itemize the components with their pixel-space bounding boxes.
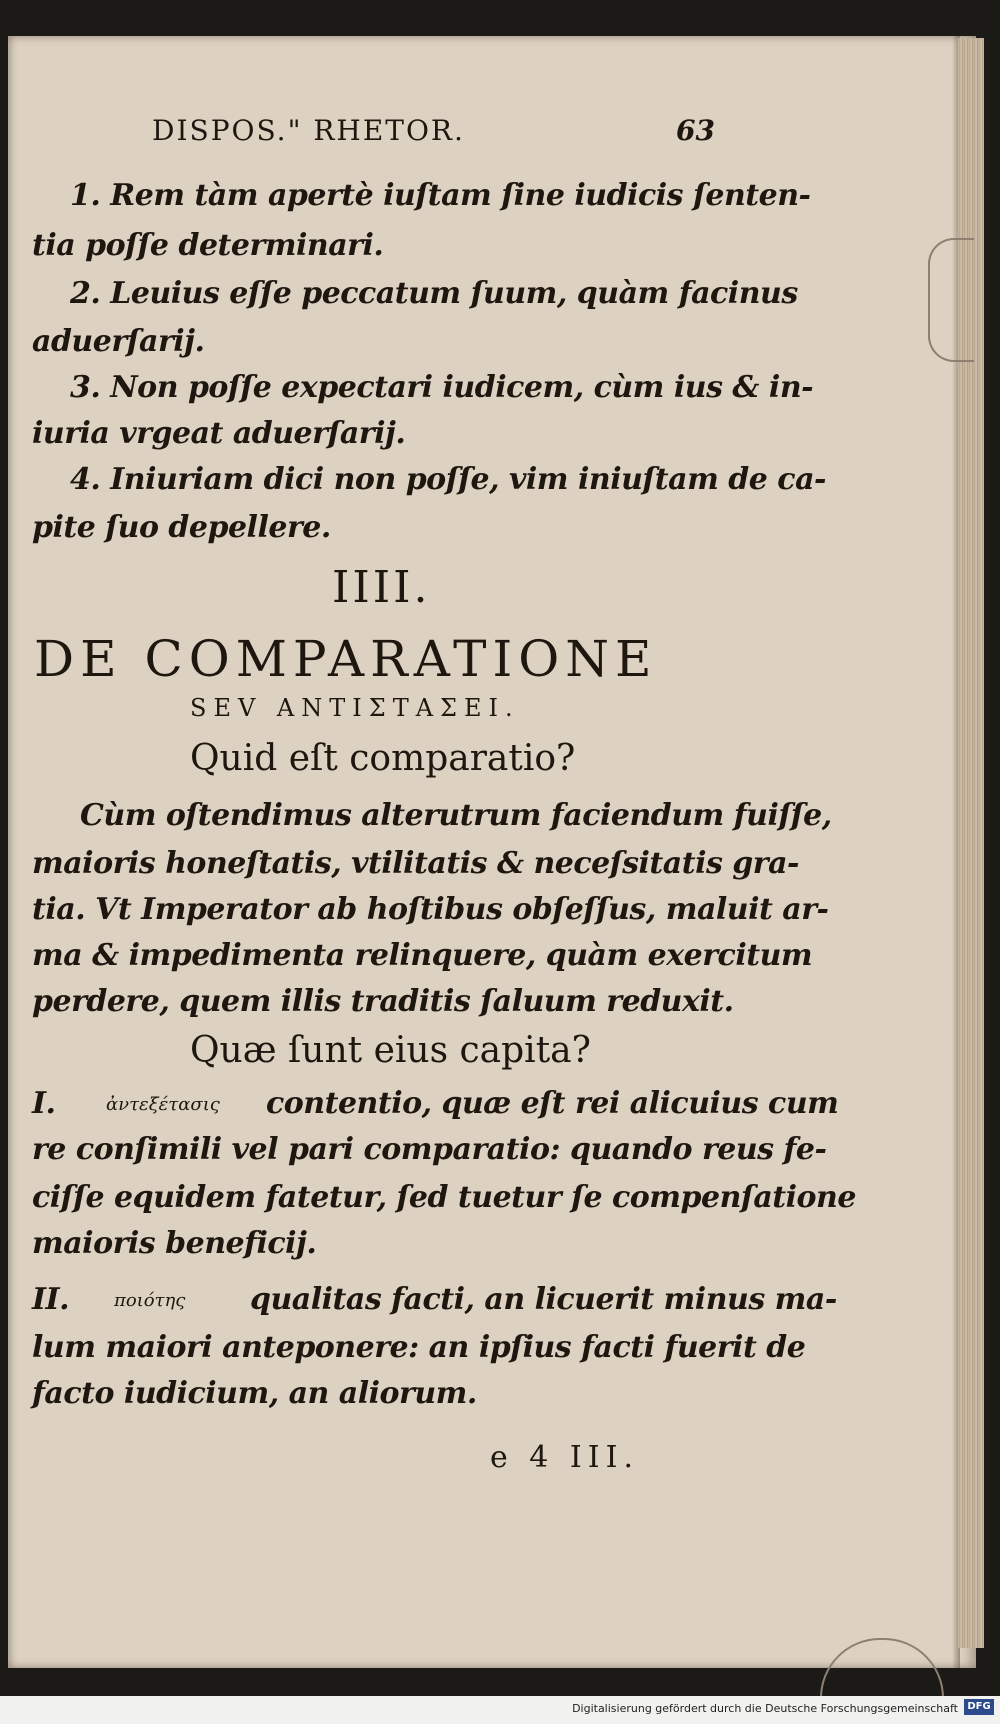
head-1-numeral: I. [32,1086,56,1121]
section-number: IIII. [332,562,431,613]
running-head: DISPOS." RHETOR. [152,114,465,147]
question-2: Quæ ſunt eius capita? [190,1030,591,1071]
footer-credit: Digitalisierung gefördert durch die Deutsche Forschungsgemeinschaft [572,1702,958,1715]
head-1-line-2: re conſimili vel pari comparatio: quando reus fe- [32,1132,827,1167]
list-item-2-line-2: aduerſarij. [32,324,205,359]
list-item-1-line-2: tia poſſe determinari. [32,228,384,263]
dfg-logo: DFG [964,1699,994,1715]
head-1-line-3: ciſſe equidem fatetur, ſed tuetur ſe compenſatione [32,1180,856,1215]
head-2-numeral: II. [32,1282,70,1317]
answer-1-line-2: maioris honeſtatis, vtilitatis & neceſsitatis gra- [32,846,799,881]
page-tab-mark [928,238,974,362]
section-subtitle: SEV ΑΝΤΙΣΤΑΣΕΙ. [190,694,520,722]
list-item-1-line-1: 1. Rem tàm apertè iuſtam ſine iudicis ſenten- [70,178,811,213]
answer-1-line-4: ma & impedimenta relinquere, quàm exercitum [32,938,813,973]
list-item-3-line-1: 3. Non poſſe expectari iudicem, cùm ius & in- [70,370,814,405]
head-1-line-1: contentio, quæ eſt rei alicuius cum [266,1086,839,1121]
head-1-line-4: maioris beneficij. [32,1226,317,1261]
answer-1-line-5: perdere, quem illis traditis ſaluum reduxit. [32,984,734,1019]
question-1: Quid eſt comparatio? [190,738,576,779]
list-item-2-line-1: 2. Leuius eſſe peccatum ſuum, quàm facinus [70,276,798,311]
head-1-greek: ἀντεξέτασις [106,1094,220,1115]
head-2-line-1: qualitas facti, an licuerit minus ma- [250,1282,837,1317]
page-number: 63 [676,114,715,147]
answer-1-line-1: Cùm oſtendimus alterutrum faciendum fuiſſe, [80,798,832,833]
head-2-line-3: facto iudicium, an aliorum. [32,1376,477,1411]
signature-line: e 4 III. [490,1440,640,1475]
head-2-greek: ποιότης [114,1290,186,1311]
section-title: DE COMPARATIONE [34,630,658,688]
list-item-3-line-2: iuria vrgeat aduerſarij. [32,416,406,451]
answer-1-line-3: tia. Vt Imperator ab hoſtibus obſeſſus, maluit ar- [32,892,829,927]
list-item-4-line-1: 4. Iniuriam dici non poſſe, vim iniuſtam de ca- [70,462,826,497]
head-2-line-2: lum maiori anteponere: an ipſius facti fuerit de [32,1330,806,1365]
list-item-4-line-2: pite ſuo depellere. [32,510,331,545]
